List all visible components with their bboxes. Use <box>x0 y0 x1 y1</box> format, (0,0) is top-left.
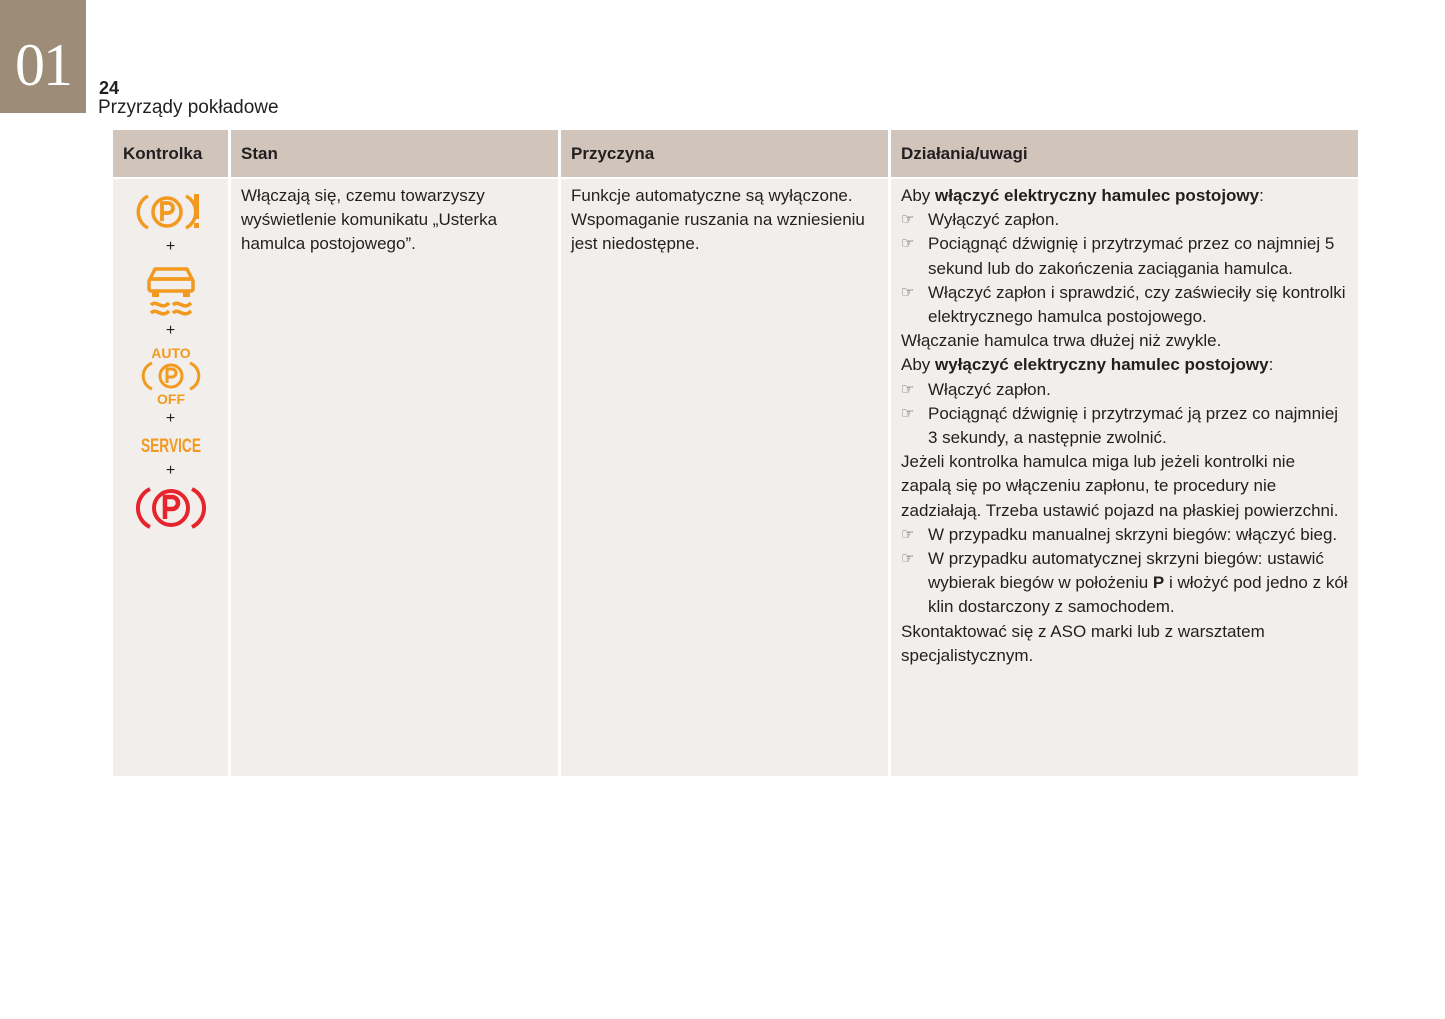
cell-przyczyna <box>561 179 888 776</box>
service-label: SERVICE <box>140 436 201 457</box>
paragraph-warning: Jeżeli kontrolka hamulca miga lub jeżeli kontrolki nie zapalą się po włączeniu zapłonu, te procedury nie zadziałają. Trzeba ustawić pojazd na płaskiej powierzchni. <box>901 452 1339 520</box>
plus-sign: + <box>165 322 176 339</box>
plus-sign: + <box>165 410 176 427</box>
list-item: ☞ W przypadku automatycznej skrzyni biegów: ustawić wybierak biegów w położeniu P i włożyć pod jedno z kół klin dostarczony z samochodem. <box>901 549 1348 617</box>
pointing-hand-icon: ☞ <box>901 550 915 568</box>
list-item: ☞ W przypadku manualnej skrzyni biegów: włączyć bieg. <box>901 523 1348 547</box>
auto-label: AUTO <box>150 345 191 361</box>
pointing-hand-icon: ☞ <box>901 211 915 229</box>
plus-sign: + <box>165 238 176 255</box>
list-item: ☞ Pociągnąć dźwignię i przytrzymać ją przez co najmniej 3 sekundy, a następnie zwolnić. <box>901 403 1339 448</box>
list-item: ☞ Wyłączyć zapłon. <box>901 208 1348 232</box>
pointing-hand-icon: ☞ <box>901 283 915 301</box>
plus-sign: + <box>165 462 176 479</box>
pointing-hand-icon: ☞ <box>901 380 915 398</box>
parking-brake-icon <box>140 485 202 531</box>
list-item: ☞ Włączyć zapłon i sprawdzić, czy zaświeciły się kontrolki elektrycznego hamulca postojowego. <box>901 282 1346 327</box>
chapter-number: 01 <box>15 32 71 98</box>
pointing-hand-icon: ☞ <box>901 525 915 543</box>
chapter-tab <box>0 0 86 113</box>
stan-text: Włączają się, czemu towarzyszy wyświetlenie komunikatu „Usterka hamulca postojowego”. <box>241 186 498 254</box>
service-icon <box>139 433 203 457</box>
cell-dzialania <box>891 179 1358 776</box>
paragraph-contact: Skontaktować się z ASO marki lub z warsztatem specjalistycznym. <box>901 621 1265 665</box>
auto-park-off-icon <box>144 345 198 405</box>
header-przyczyna: Przyczyna <box>561 130 888 177</box>
przyczyna-line-1: Funkcje automatyczne są wyłączone. <box>571 186 853 205</box>
cell-kontrolka <box>113 179 228 776</box>
paragraph-note: Włączanie hamulca trwa dłużej niż zwykle. <box>901 331 1222 351</box>
header-stan: Stan <box>231 130 558 177</box>
przyczyna-line-2: Wspomaganie ruszania na wzniesieniu jest niedostępne. <box>571 210 865 254</box>
header-dzialania: Działania/uwagi <box>891 130 1358 177</box>
pointing-hand-icon: ☞ <box>901 404 915 422</box>
stability-control-icon <box>145 261 197 317</box>
warning-lights-table <box>113 130 1359 776</box>
paragraph-disable-brake: Aby wyłączyć elektryczny hamulec postojowy: <box>901 355 1274 375</box>
pointing-hand-icon: ☞ <box>901 235 915 253</box>
list-item: ☞ Pociągnąć dźwignię i przytrzymać przez co najmniej 5 sekund lub do zakończenia zaciągania hamulca. <box>901 234 1335 278</box>
off-label: OFF <box>156 391 185 407</box>
paragraph-enable-brake: Aby włączyć elektryczny hamulec postojowy: <box>901 186 1264 205</box>
list-item: ☞ Włączyć zapłon. <box>901 378 1348 402</box>
parking-brake-fault-icon <box>139 191 203 233</box>
cell-stan <box>231 179 558 776</box>
section-title: Przyrządy pokładowe <box>98 97 279 118</box>
page-number: 24 <box>99 78 120 98</box>
header-kontrolka: Kontrolka <box>113 130 228 177</box>
